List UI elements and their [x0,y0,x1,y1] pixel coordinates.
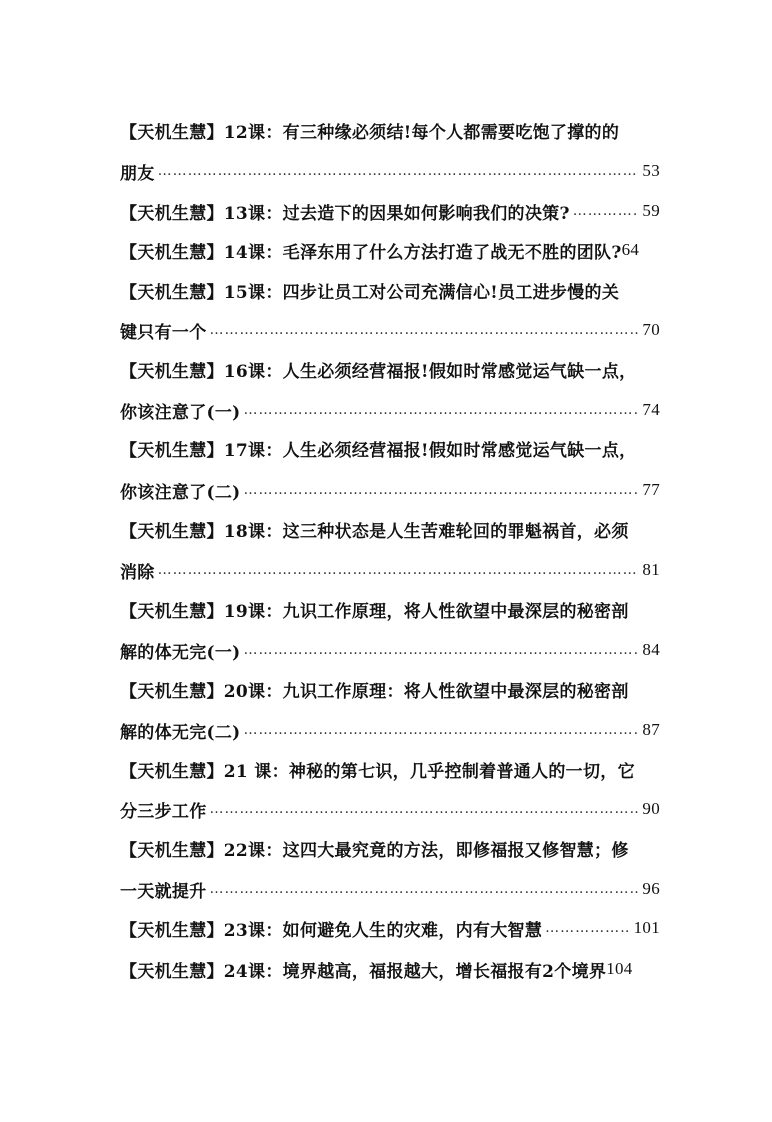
dot-leader [244,402,640,418]
toc-entry-title-cont: 键只有一个 [120,322,207,343]
toc-entry-title: 【天机生慧】15课：四步让员工对公司充满信心!员工进步慢的关 [120,282,620,303]
page-number: 77 [642,480,660,499]
toc-entry-16-line1[interactable] [120,354,660,384]
toc-entry-title: 【天机生慧】20课：九识工作原理：将人性欲望中最深层的秘密剖 [120,681,629,702]
toc-entry-title-cont: 你该注意了(一) [120,402,241,423]
toc-entry-20-line2[interactable] [120,715,660,745]
toc-entry-22-line2[interactable] [120,874,660,904]
page-number: 64 [621,240,640,259]
toc-entry-title: 【天机生慧】17课：人生必须经营福报!假如时常感觉运气缺一点， [120,440,637,461]
toc-entry-21-line1[interactable] [120,754,660,784]
page-number: 81 [642,560,660,579]
toc-entry-title-cont: 朋友 [120,163,155,184]
toc-entry-title: 【天机生慧】22课：这四大最究竟的方法，即修福报又修智慧；修 [120,840,629,861]
toc-entry-title-cont: 解的体无完(一) [120,642,241,663]
toc-entry-title-cont: 分三步工作 [120,801,207,822]
dot-leader [210,881,640,897]
dot-leader [244,642,640,658]
toc-entry-18-line1[interactable] [120,514,660,544]
page-number: 70 [642,320,660,339]
toc-entry-title: 【天机生慧】24课：境界越高，福报越大，增长福报有2个境界 [120,961,607,982]
page-number: 104 [606,959,633,978]
page-number: 87 [642,720,660,739]
dot-leader [573,203,640,219]
toc-entry-title: 【天机生慧】14课：毛泽东用了什么方法打造了战无不胜的团队? [120,242,622,263]
toc-entry-title-cont: 你该注意了(二) [120,482,241,503]
toc-entry-title-cont: 解的体无完(二) [120,722,241,743]
page-number: 74 [642,400,660,419]
toc-entry-17-line2[interactable] [120,475,660,505]
toc-entry-title-cont: 一天就提升 [120,881,207,902]
page-number: 59 [642,201,660,220]
toc-entry-19-line1[interactable] [120,594,660,624]
toc-entry-24[interactable] [120,954,672,984]
page-number: 96 [642,879,660,898]
toc-entry-15-line1[interactable] [120,275,660,305]
toc-entry-title: 【天机生慧】12课：有三种缘必须结!每个人都需要吃饱了撑的的 [120,122,620,143]
toc-entry-title-cont: 消除 [120,562,155,583]
dot-leader [158,562,640,578]
toc-entry-15-line2[interactable] [120,315,660,345]
toc-entry-19-line2[interactable] [120,635,660,665]
toc-entry-title: 【天机生慧】13课：过去造下的因果如何影响我们的决策? [120,203,570,224]
toc-entry-22-line1[interactable] [120,833,660,863]
dot-leader [210,322,640,338]
toc-entry-title: 【天机生慧】23课：如何避免人生的灾难，内有大智慧 [120,920,543,941]
toc-entry-14[interactable] [120,235,676,265]
dot-leader [158,163,640,179]
toc-entry-23[interactable] [120,913,660,943]
page-number: 90 [642,799,660,818]
toc-entry-title: 【天机生慧】21 课：神秘的第七识，几乎控制着普通人的一切，它 [120,761,635,782]
toc-entry-20-line1[interactable] [120,674,660,704]
toc-entry-17-line1[interactable] [120,433,660,463]
page-number: 53 [642,161,660,180]
toc-entry-18-line2[interactable] [120,555,660,585]
toc-entry-12-line1[interactable] [120,115,660,145]
toc-entry-title: 【天机生慧】19课：九识工作原理，将人性欲望中最深层的秘密剖 [120,601,629,622]
page-number: 101 [633,918,660,937]
dot-leader [210,801,640,817]
toc-entry-12-line2[interactable] [120,156,660,186]
page-number: 84 [642,640,660,659]
dot-leader [545,920,630,936]
dot-leader [244,482,640,498]
toc-entry-16-line2[interactable] [120,395,660,425]
toc-entry-title: 【天机生慧】18课：这三种状态是人生苦难轮回的罪魁祸首，必须 [120,521,629,542]
toc-entry-title: 【天机生慧】16课：人生必须经营福报!假如时常感觉运气缺一点， [120,361,637,382]
toc-entry-13[interactable] [120,196,660,226]
dot-leader [244,722,640,738]
toc-entry-21-line2[interactable] [120,794,660,824]
